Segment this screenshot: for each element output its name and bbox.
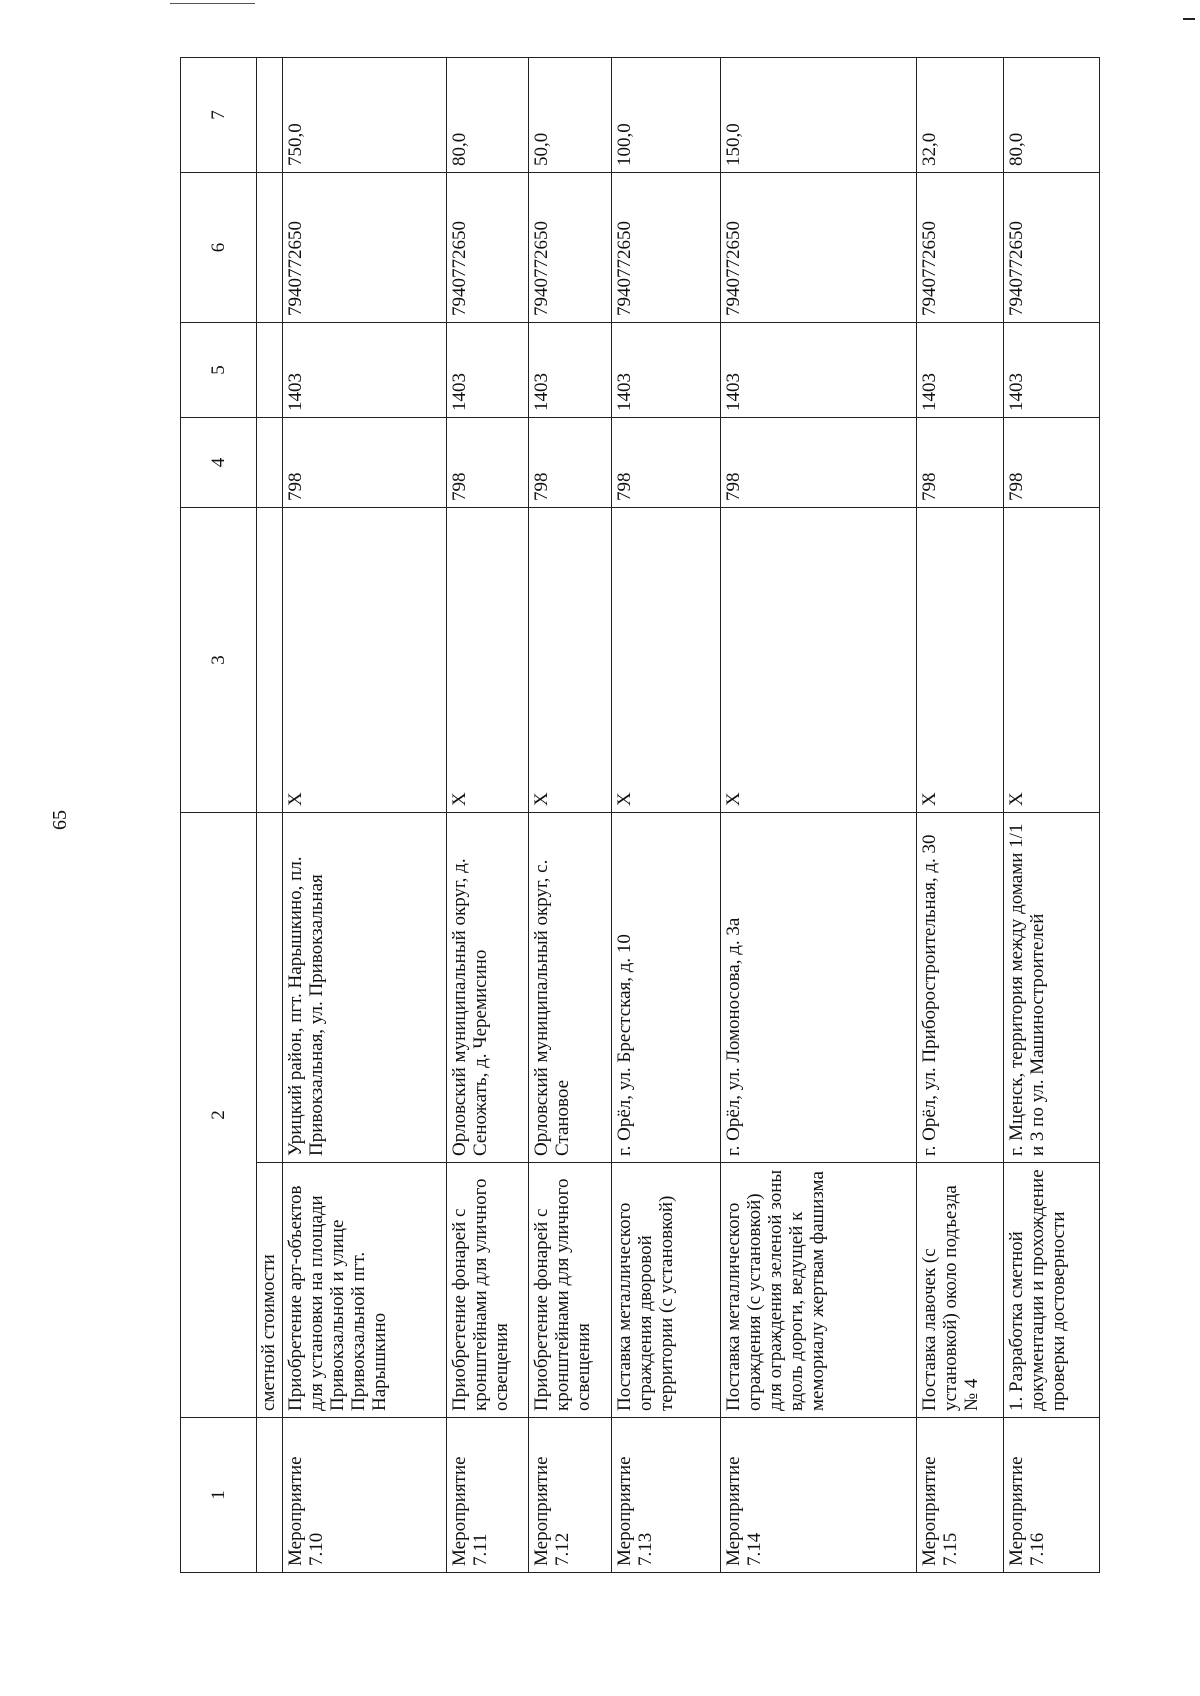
event-code-2: 1403 — [1004, 323, 1100, 418]
event-mark: Х — [612, 508, 721, 813]
event-name: Мероприятие 7.13 — [612, 1418, 721, 1573]
table-row — [529, 58, 612, 1573]
event-code-1: 798 — [529, 418, 612, 508]
event-code-2: 1403 — [446, 323, 529, 418]
column-number-row — [181, 58, 257, 1573]
event-code-3: 7940772650 — [612, 173, 721, 323]
col-header-3: 3 — [181, 508, 257, 813]
page-number: 65 — [49, 810, 71, 830]
event-address: г. Орёл, ул. Брестская, д. 10 — [612, 813, 721, 1163]
event-amount: 50,0 — [529, 58, 612, 173]
event-description: Поставка металлического ограждения дворовой территории (с установкой) — [612, 1163, 721, 1418]
event-amount: 80,0 — [1004, 58, 1100, 173]
event-mark: Х — [283, 508, 446, 813]
table-row — [446, 58, 529, 1573]
event-amount: 32,0 — [917, 58, 1004, 173]
event-name: Мероприятие 7.12 — [529, 1418, 612, 1573]
event-description: Приобретение фонарей с кронштейнами для уличного освещения — [446, 1163, 529, 1418]
rotated-table-container — [180, 58, 1100, 1573]
event-name: Мероприятие 7.15 — [917, 1418, 1004, 1573]
event-amount: 150,0 — [721, 58, 917, 173]
event-code-3: 7940772650 — [529, 173, 612, 323]
event-name: Мероприятие 7.16 — [1004, 1418, 1100, 1573]
event-code-1: 798 — [721, 418, 917, 508]
event-code-3: 7940772650 — [721, 173, 917, 323]
col-header-5: 5 — [181, 323, 257, 418]
event-mark: Х — [721, 508, 917, 813]
continuation-row — [257, 58, 283, 1573]
event-address: Урицкий район, пгт. Нарышкино, пл. Привокзальная, ул. Привокзальная — [283, 813, 446, 1163]
event-description: Поставка металлического ограждения (с установкой) для ограждения зеленой зоны вдоль дороги, ведущей к мемориалу жертвам фашизма — [721, 1163, 917, 1418]
event-code-1: 798 — [283, 418, 446, 508]
event-code-1: 798 — [612, 418, 721, 508]
col-header-2: 2 — [181, 813, 257, 1418]
continuation-text: сметной стоимости — [257, 1163, 283, 1418]
event-mark: Х — [446, 508, 529, 813]
continuation-blank — [257, 1418, 283, 1573]
event-code-2: 1403 — [917, 323, 1004, 418]
events-table — [180, 57, 1100, 1573]
event-address: г. Орёл, ул. Ломоносова, д. 3а — [721, 813, 917, 1163]
event-code-3: 7940772650 — [917, 173, 1004, 323]
event-code-1: 798 — [446, 418, 529, 508]
scan-artifact-dash — [1183, 18, 1195, 20]
event-amount: 100,0 — [612, 58, 721, 173]
event-name: Мероприятие 7.14 — [721, 1418, 917, 1573]
event-code-2: 1403 — [612, 323, 721, 418]
event-description: Приобретение арт-объектов для установки на площади Привокзальной и улице Привокзальной пгт. Нарышкино — [283, 1163, 446, 1418]
event-code-1: 798 — [917, 418, 1004, 508]
col-header-1: 1 — [181, 1418, 257, 1573]
table-row — [612, 58, 721, 1573]
col-header-6: 6 — [181, 173, 257, 323]
event-code-3: 7940772650 — [446, 173, 529, 323]
event-address: г. Мценск, территория между домами 1/1 и 3 по ул. Машиностроителей — [1004, 813, 1100, 1163]
table-row — [917, 58, 1004, 1573]
event-amount: 80,0 — [446, 58, 529, 173]
event-mark: Х — [917, 508, 1004, 813]
event-description: 1. Разработка сметной документации и прохождение проверки достоверности — [1004, 1163, 1100, 1418]
event-code-2: 1403 — [283, 323, 446, 418]
event-amount: 750,0 — [283, 58, 446, 173]
event-name: Мероприятие 7.10 — [283, 1418, 446, 1573]
table-row — [283, 58, 446, 1573]
table-row — [721, 58, 917, 1573]
event-code-3: 7940772650 — [1004, 173, 1100, 323]
event-code-2: 1403 — [721, 323, 917, 418]
scan-artifact-line — [170, 3, 255, 4]
event-code-2: 1403 — [529, 323, 612, 418]
event-description: Поставка лавочек (с установкой) около подъезда № 4 — [917, 1163, 1004, 1418]
event-name: Мероприятие 7.11 — [446, 1418, 529, 1573]
event-code-1: 798 — [1004, 418, 1100, 508]
event-address: г. Орёл, ул. Приборостроительная, д. 30 — [917, 813, 1004, 1163]
event-address: Орловский муниципальный округ, д. Сеножать, д. Черемисино — [446, 813, 529, 1163]
event-mark: Х — [1004, 508, 1100, 813]
col-header-4: 4 — [181, 418, 257, 508]
col-header-7: 7 — [181, 58, 257, 173]
table-row — [1004, 58, 1100, 1573]
event-code-3: 7940772650 — [283, 173, 446, 323]
event-mark: Х — [529, 508, 612, 813]
event-address: Орловский муниципальный округ, с. Становое — [529, 813, 612, 1163]
event-description: Приобретение фонарей с кронштейнами для уличного освещения — [529, 1163, 612, 1418]
